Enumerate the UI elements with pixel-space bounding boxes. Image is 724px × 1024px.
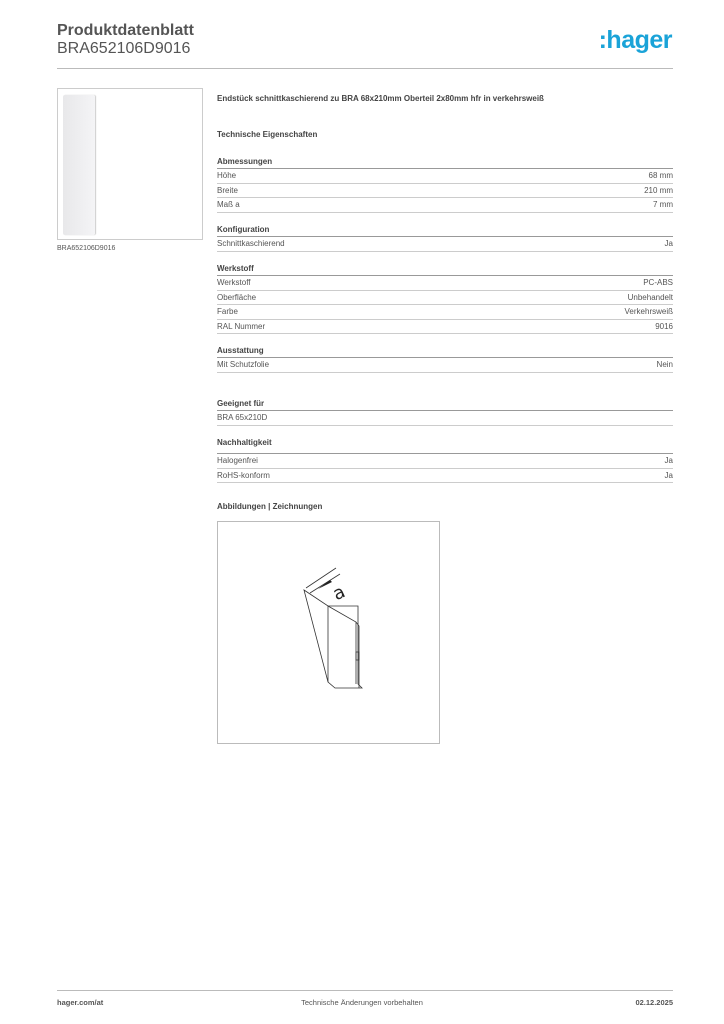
row-value: Nein — [656, 360, 673, 369]
table-row — [217, 169, 673, 184]
section-title: Geeignet für — [217, 398, 673, 411]
row-label: Schnittkaschierend — [217, 239, 285, 248]
section-werkstoff — [217, 263, 673, 334]
row-value: 7 mm — [653, 200, 673, 209]
image-caption: BRA652106D9016 — [57, 245, 116, 252]
row-label: Werkstoff — [217, 278, 251, 287]
section-title: Nachhaltigkeit — [217, 437, 673, 454]
section-konfiguration — [217, 224, 673, 252]
end-piece-drawing — [218, 522, 439, 743]
row-value: Ja — [664, 456, 673, 465]
row-value: 210 mm — [644, 185, 673, 195]
table-row — [217, 184, 673, 199]
row-value: Ja — [664, 239, 673, 248]
table-row — [217, 320, 673, 335]
row-label: Breite — [217, 185, 238, 195]
row-label: Halogenfrei — [217, 456, 258, 465]
product-image — [57, 88, 203, 240]
product-panel-shape — [63, 95, 95, 235]
row-label: Oberfläche — [217, 292, 257, 302]
row-value: Unbehandelt — [627, 292, 673, 302]
row-value: 9016 — [655, 321, 673, 331]
dimension-label: a — [329, 581, 349, 605]
footer-divider — [57, 990, 673, 991]
row-label: Höhe — [217, 171, 237, 180]
row-value: 68 mm — [648, 171, 673, 180]
technical-drawing — [217, 521, 440, 744]
table-row — [217, 305, 673, 320]
section-title: Ausstattung — [217, 345, 673, 358]
row-value: PC-ABS — [643, 278, 673, 287]
row-label: Farbe — [217, 307, 238, 316]
section-title: Werkstoff — [217, 263, 673, 276]
product-model: BRA652106D9016 — [57, 40, 191, 57]
section-title: Abmessungen — [217, 156, 673, 169]
table-row — [217, 276, 673, 291]
row-value: Verkehrsweiß — [624, 307, 673, 316]
section-abmessungen — [217, 156, 673, 213]
drawings-heading: Abbildungen | Zeichnungen — [217, 502, 323, 511]
table-row — [217, 198, 673, 213]
row-label: BRA 65x210D — [217, 413, 268, 422]
row-value: Ja — [664, 470, 673, 480]
hager-logo: :hager — [598, 26, 672, 54]
table-row — [217, 469, 673, 484]
footer-date: 02.12.2025 — [635, 998, 673, 1007]
page-title: Produktdatenblatt — [57, 22, 194, 39]
tech-heading: Technische Eigenschaften — [217, 130, 318, 139]
footer-website-link[interactable]: hager.com/at — [57, 998, 104, 1007]
section-geeignet-fuer — [217, 398, 673, 426]
row-label: RoHS-konform — [217, 470, 270, 480]
table-row — [217, 411, 673, 426]
table-row — [217, 237, 673, 252]
product-description: Endstück schnittkaschierend zu BRA 68x210mm Oberteil 2x80mm hfr in verkehrsweiß — [217, 94, 544, 103]
section-ausstattung — [217, 345, 673, 373]
section-nachhaltigkeit — [217, 437, 673, 483]
row-label: Maß a — [217, 200, 240, 209]
row-label: RAL Nummer — [217, 321, 266, 331]
table-row — [217, 454, 673, 469]
row-label: Mit Schutzfolie — [217, 360, 270, 369]
footer-disclaimer: Technische Änderungen vorbehalten — [301, 998, 423, 1007]
table-row — [217, 358, 673, 373]
section-title: Konfiguration — [217, 224, 673, 237]
table-row — [217, 291, 673, 306]
header-divider — [57, 68, 673, 69]
